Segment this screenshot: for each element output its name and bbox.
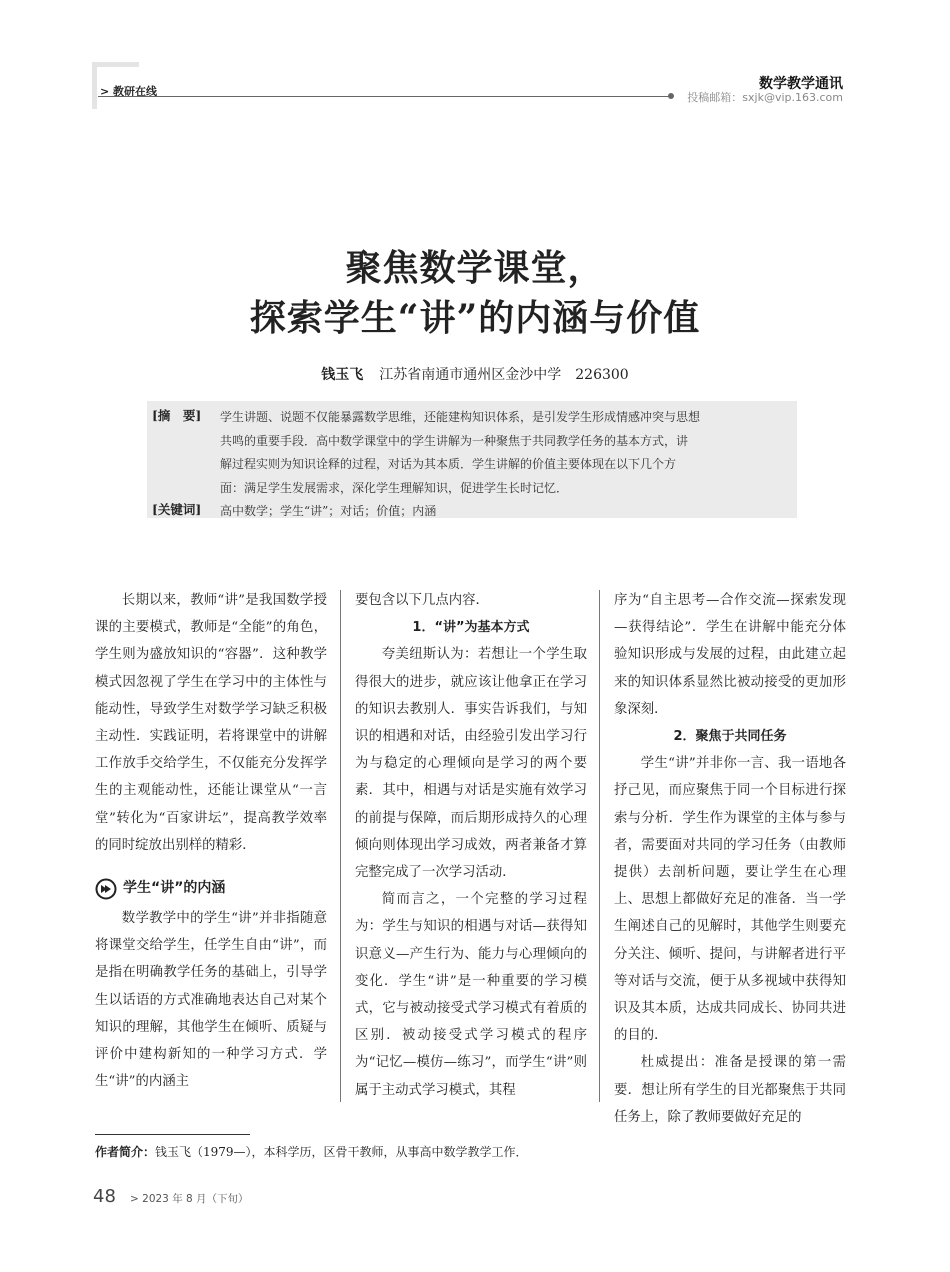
abstract-label: [摘 要] (152, 408, 202, 423)
article-title-line-2: 探索学生“讲”的内涵与价值 (249, 297, 701, 339)
issue-date: > 2023 年 8 月（下旬） (130, 1193, 249, 1205)
paragraph: 学生“讲”并非你一言、我一语地各抒己见，而应聚焦于同一个目标进行探索与分析．学生作为课堂的主体与参与者，需要面对共同的学习任务（由教师提供）去剖析问题，要让学生在心理上、思想上都做好充足的准备．当一学生阐述自己的见解时，其他学生则要充分关注、倾听、提问，与讲解者进行平等对话与交流，便于从多视域中获得知识及其本质，达成共同成长、协同共进的目的． (614, 756, 846, 1044)
subsection-heading: 1．“讲”为基本方式 (412, 620, 530, 636)
paragraph: 杜威提出：准备是授课的第一需要．想让所有学生的目光都聚焦于共同任务上，除了教师要做好充足的 (614, 1055, 846, 1125)
section-heading (95, 875, 327, 905)
paragraph: 要包含以下几点内容． (355, 593, 489, 608)
author-bio-footnote (95, 1143, 528, 1160)
footnote-rule (95, 1134, 250, 1135)
paragraph: 长期以来，教师“讲”是我国数学授课的主要模式，教师是“全能”的角色，学生则为盛放知识的“容器”．这种教学模式因忽视了学生在学习中的主体性与能动性，导致学生对数学学习缺乏积极主动性．实践证明，若将课堂中的讲解工作放手交给学生，不仅能充分发挥学生的主观能动性，还能让课堂从“一言堂”转化为“百家讲坛”，提高教学效率的同时绽放出别样的精彩． (95, 593, 327, 853)
body-column-2 (355, 587, 587, 1104)
journal-name: 数学教学通讯 (759, 76, 843, 92)
abstract-text (220, 406, 786, 524)
section-bullet-icon (95, 878, 117, 900)
body-column-3 (614, 587, 846, 1131)
author-line (0, 364, 950, 384)
paragraph: 夸美纽斯认为：若想让一个学生取得很大的进步，就应该让他拿正在学习的知识去教别人．事实告诉我们，与知识的相遇和对话，由经验引发出学习行为与稳定的心理倾向是学习的两个要素．其中，相遇与对话是实施有效学习的前提与保障，而后期形成持久的心理倾向则体现出学习成效，两者兼备才算完整完成了一次学习活动． (355, 647, 587, 881)
header-rule (98, 96, 670, 97)
keywords-text: 高中数学；学生“讲”；对话；价值；内涵 (220, 504, 437, 519)
article-title-line-1: 聚焦数学课堂， (345, 247, 605, 289)
abstract-line: 解过程实则为知识诠释的过程，对话为其本质．学生讲解的价值主要体现在以下几个方 (220, 457, 677, 472)
submission-email: 投稿邮箱：sxjk@vip.163.com (687, 91, 843, 104)
body-column-1 (95, 587, 327, 1095)
author-affiliation: 江苏省南通市通州区金沙中学 (379, 367, 562, 383)
footnote-label: 作者简介： (95, 1145, 156, 1159)
author-postcode: 226300 (575, 367, 629, 383)
header-rule-dot (668, 93, 674, 99)
abstract-line: 面：满足学生发展需求，深化学生理解知识，促进学生长时记忆． (220, 480, 569, 495)
paragraph: 序为“自主思考—合作交流—探索发现—获得结论”．学生在讲解中能充分体验知识形成与发展的过程，由此建立起来的知识体系显然比被动接受的更加形象深刻． (614, 593, 846, 717)
abstract-line: 学生讲题、说题不仅能暴露数学思维，还能建构知识体系，是引发学生形成情感冲突与思想 (220, 410, 701, 424)
paragraph: 数学教学中的学生“讲”并非指随意将课堂交给学生，任学生自由“讲”，而是指在明确教学任务的基础上，引导学生以话语的方式准确地表达自己对某个知识的理解，其他学生在倾听、质疑与评价中建构新知的一种学习方式．学生“讲”的内涵主 (95, 911, 327, 1090)
author-name: 钱玉飞 (321, 367, 364, 383)
subsection-heading: 2．聚焦于共同任务 (673, 729, 787, 745)
paragraph: 简而言之，一个完整的学习过程为：学生与知识的相遇与对话—获得知识意义—产生行为、能力与心理倾向的变化．学生“讲”是一种重要的学习模式，它与被动接受式学习模式有着质的区别．被动接受式学习模式的程序为“记忆—模仿—练习”，而学生“讲”则属于主动式学习模式，其程 (355, 892, 587, 1098)
section-label: > 教研在线 (100, 85, 158, 98)
column-divider (599, 590, 600, 1102)
section-heading-text: 学生“讲”的内涵 (123, 880, 226, 897)
abstract-line: 共鸣的重要手段．高中数学课堂中的学生讲解为一种聚焦于共同教学任务的基本方式，讲 (220, 433, 689, 448)
column-divider (340, 590, 341, 1102)
footnote-text: 钱玉飞（1979—），本科学历，区骨干教师，从事高中数学教学工作． (155, 1145, 528, 1159)
keywords-label: [关键词] (152, 502, 202, 517)
page-number: 48 (93, 1186, 116, 1207)
